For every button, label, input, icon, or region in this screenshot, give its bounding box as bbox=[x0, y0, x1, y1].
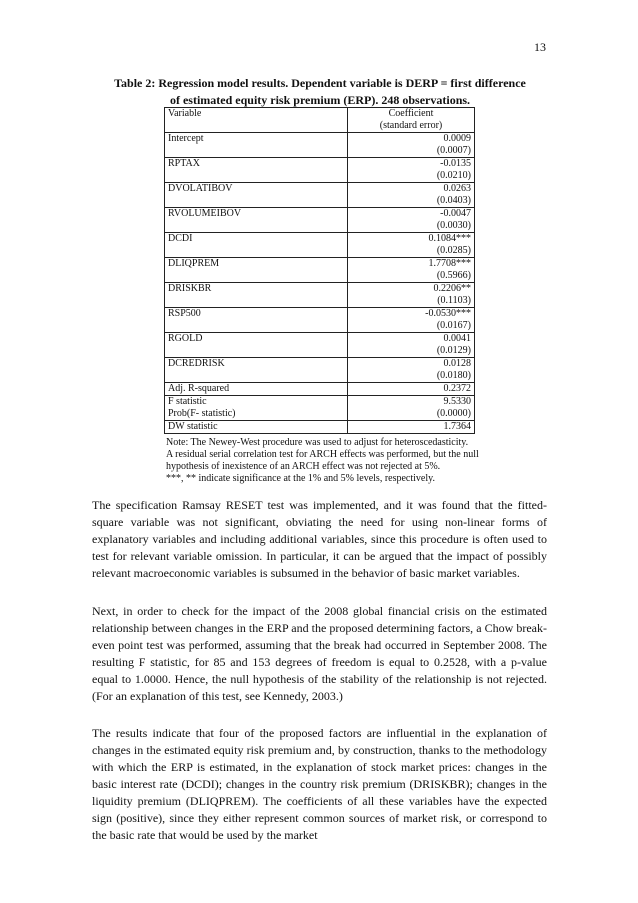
f-statistic-row bbox=[165, 396, 475, 421]
standard-error-value: (0.0129) bbox=[436, 345, 471, 356]
note-line: ***, ** indicate significance at the 1% and 5% levels, respectively. bbox=[166, 473, 435, 484]
variable-name: RSP500 bbox=[165, 308, 348, 333]
coefficient-cell bbox=[348, 133, 475, 158]
coefficient-value: 0.0009 bbox=[443, 133, 471, 144]
coefficient-value: 1.7708*** bbox=[428, 258, 471, 269]
dw-statistic-row bbox=[165, 421, 475, 434]
variable-name: DLIQPREM bbox=[165, 258, 348, 283]
variable-name: DCDI bbox=[165, 233, 348, 258]
variable-name: DRISKBR bbox=[165, 283, 348, 308]
standard-error-value: (0.0007) bbox=[436, 145, 471, 156]
standard-error-value: (0.1103) bbox=[437, 295, 471, 306]
coefficient-cell bbox=[348, 333, 475, 358]
coefficient-value: 0.0263 bbox=[443, 183, 471, 194]
table-row bbox=[165, 133, 475, 158]
adj-r-squared-row bbox=[165, 383, 475, 396]
paragraph-reset-test: The specification Ramsay RESET test was implemented, and it was found that the fitted-square variable was not significant, obviating the need for using non-linear forms of explanatory variables and including additional variables, since this procedure is often used to test for relevant variable omission. In particular, it can be argued that the impact of possibly relevant macroeconomic variables is subsumed in the behavior of basic market variables. bbox=[92, 498, 547, 580]
table-row bbox=[165, 183, 475, 208]
standard-error-value: (0.5966) bbox=[436, 270, 471, 281]
coefficient-value: -0.0047 bbox=[440, 208, 471, 219]
coefficient-value: 0.0128 bbox=[443, 358, 471, 369]
header-coefficient bbox=[348, 108, 475, 133]
standard-error-value: (0.0285) bbox=[436, 245, 471, 256]
table-caption-line-2: of estimated equity risk premium (ERP). 248 observations. bbox=[169, 93, 471, 107]
table-row bbox=[165, 258, 475, 283]
table-row bbox=[165, 358, 475, 383]
variable-name: Intercept bbox=[165, 133, 348, 158]
note-line: A residual serial correlation test for ARCH effects was performed, but the null bbox=[166, 449, 479, 460]
coefficient-cell bbox=[348, 283, 475, 308]
coefficient-cell bbox=[348, 183, 475, 208]
table-notes bbox=[166, 437, 546, 485]
coefficient-value: -0.0135 bbox=[440, 158, 471, 169]
variable-name: DVOLATIBOV bbox=[165, 183, 348, 208]
dw-statistic-value: 1.7364 bbox=[348, 421, 475, 434]
paragraph-results: The results indicate that four of the proposed factors are influential in the explanation of changes in the estimated equity risk premium and, by construction, thanks to the methodology with which the ERP is estimated, in the explanation of stock market prices: changes in the basic interest rate (DCDI); changes in the country risk premium (DRISKBR); changes in the liquidity premium (DLIQPREM). The coefficients of all these variables have the expected sign (positive), since they either represent common sources of market risk, or correspond to the basic rate that would be used by the market bbox=[92, 726, 547, 842]
coefficient-value: 0.1084*** bbox=[428, 233, 471, 244]
variable-name: RVOLUMEIBOV bbox=[165, 208, 348, 233]
f-statistic-value: 9.5330 bbox=[443, 396, 471, 407]
header-coefficient-label: Coefficient bbox=[388, 108, 434, 119]
coefficient-value: -0.0530*** bbox=[425, 308, 471, 319]
header-standard-error-label: (standard error) bbox=[379, 120, 443, 131]
coefficient-value: 0.2206** bbox=[433, 283, 471, 294]
header-variable: Variable bbox=[165, 108, 348, 133]
prob-f-statistic-label: Prob(F- statistic) bbox=[168, 408, 236, 419]
table-row bbox=[165, 283, 475, 308]
coefficient-cell bbox=[348, 233, 475, 258]
table-row bbox=[165, 333, 475, 358]
coefficient-value: 0.0041 bbox=[443, 333, 471, 344]
f-statistic-label: F statistic bbox=[168, 396, 207, 407]
standard-error-value: (0.0210) bbox=[436, 170, 471, 181]
table-row bbox=[165, 308, 475, 333]
page-number: 13 bbox=[534, 40, 546, 54]
coefficient-cell bbox=[348, 258, 475, 283]
table-row bbox=[165, 208, 475, 233]
f-statistic-labels bbox=[165, 396, 348, 421]
standard-error-value: (0.0030) bbox=[436, 220, 471, 231]
variable-name: RGOLD bbox=[165, 333, 348, 358]
table-header-row bbox=[165, 108, 475, 133]
regression-table bbox=[164, 107, 475, 434]
variable-name: RPTAX bbox=[165, 158, 348, 183]
coefficient-cell bbox=[348, 158, 475, 183]
coefficient-cell bbox=[348, 358, 475, 383]
adj-r-squared-label: Adj. R-squared bbox=[165, 383, 348, 396]
table-row bbox=[165, 233, 475, 258]
dw-statistic-label: DW statistic bbox=[165, 421, 348, 434]
table-caption-line-1: Table 2: Regression model results. Dependent variable is DERP = first difference bbox=[114, 76, 526, 90]
note-line: hypothesis of inexistence of an ARCH effect was not rejected at 5%. bbox=[166, 461, 441, 472]
coefficient-cell bbox=[348, 308, 475, 333]
standard-error-value: (0.0167) bbox=[436, 320, 471, 331]
variable-name: DCREDRISK bbox=[165, 358, 348, 383]
standard-error-value: (0.0403) bbox=[436, 195, 471, 206]
table-row bbox=[165, 158, 475, 183]
prob-f-statistic-value: (0.0000) bbox=[436, 408, 471, 419]
table-body bbox=[165, 133, 475, 434]
f-statistic-values bbox=[348, 396, 475, 421]
adj-r-squared-value: 0.2372 bbox=[348, 383, 475, 396]
table-caption bbox=[80, 75, 560, 109]
coefficient-cell bbox=[348, 208, 475, 233]
standard-error-value: (0.0180) bbox=[436, 370, 471, 381]
paragraph-chow-test: Next, in order to check for the impact of the 2008 global financial crisis on the estimated relationship between changes in the ERP and the proposed determining factors, a Chow break-even point test was performed, assuming that the break had occurred in September 2008. The resulting F statistic, for 85 and 153 degrees of freedom is equal to 0.2528, with a p-value equal to 1.0000. Hence, the null hypothesis of the stability of the relationship is not rejected. (For an explanation of this test, see Kennedy, 2003.) bbox=[92, 604, 547, 703]
note-line: Note: The Newey-West procedure was used to adjust for heteroscedasticity. bbox=[166, 437, 469, 448]
